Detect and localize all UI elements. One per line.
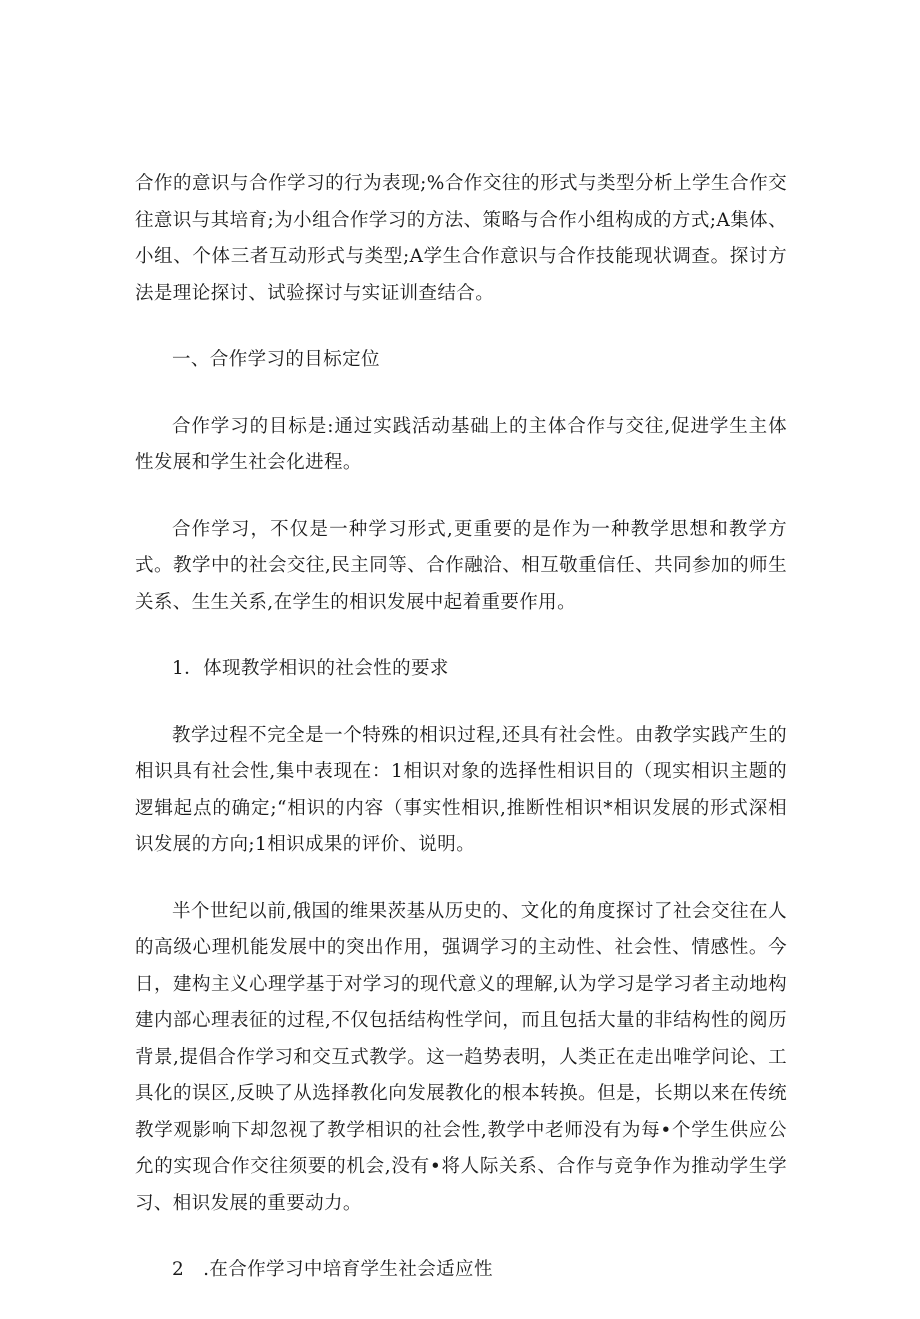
- section-heading-cooperative-learning-goals: 一、合作学习的目标定位: [172, 349, 380, 370]
- subsection-heading-1: 1．体现教学相识的社会性的要求: [172, 658, 449, 679]
- document-body: [135, 166, 787, 1319]
- paragraph-social-cognition: 教学过程不完全是一个特殊的相识过程,还具有社会性。由教学实践产生的相识具有社会性,集中表现在：1相识对象的选择性相识目的（现实相识主题的逻辑起点的确定;“相识的内容（事实性相识,推断性相识*相识发展的形式深相识发展的方向;1相识成果的评价、说明。: [135, 724, 787, 855]
- paragraph-teaching-philosophy: 合作学习，不仅是一种学习形式,更重要的是作为一种教学思想和教学方式。教学中的社会交往,民主同等、合作融洽、相互敬重信任、共同参加的师生关系、生生关系,在学生的相识发展中起着重要作用。: [135, 518, 787, 613]
- paragraph-research-content: 合作的意识与合作学习的行为表现;%合作交往的形式与类型分析上学生合作交往意识与其培育;为小组合作学习的方法、策略与合作小组构成的方式;A集体、小组、个体三者互动形式与类型;A学生合作意识与合作技能现状调查。探讨方法是理论探讨、试验探讨与实证训查结合。: [135, 173, 787, 304]
- subsection-heading-2: 2 .在合作学习中培育学生社会适应性: [172, 1259, 493, 1280]
- paragraph-goal-definition: 合作学习的目标是:通过实践活动基础上的主体合作与交往,促进学生主体性发展和学生社会化进程。: [135, 415, 787, 473]
- paragraph-vygotsky-constructivism: 半个世纪以前,俄国的维果茨基从历史的、文化的角度探讨了社会交往在人的高级心理机能发展中的突出作用，强调学习的主动性、社会性、情感性。今日，建构主义心理学基于对学习的现代意义的理解,认为学习是学习者主动地构建内部心理表征的过程,不仅包括结构性学问，而且包括大量的非结构性的阅历背景,提倡合作学习和交互式教学。这一趋势表明，人类正在走出唯学问论、工具化的误区,反映了从选择教化向发展教化的根本转换。但是，长期以来在传统教学观影响下却忽视了教学相识的社会性,教学中老师没有为每•个学生供应公允的实现合作交往须要的机会,没有•将人际关系、合作与竞争作为推动学生学习、相识发展的重要动力。: [135, 900, 787, 1214]
